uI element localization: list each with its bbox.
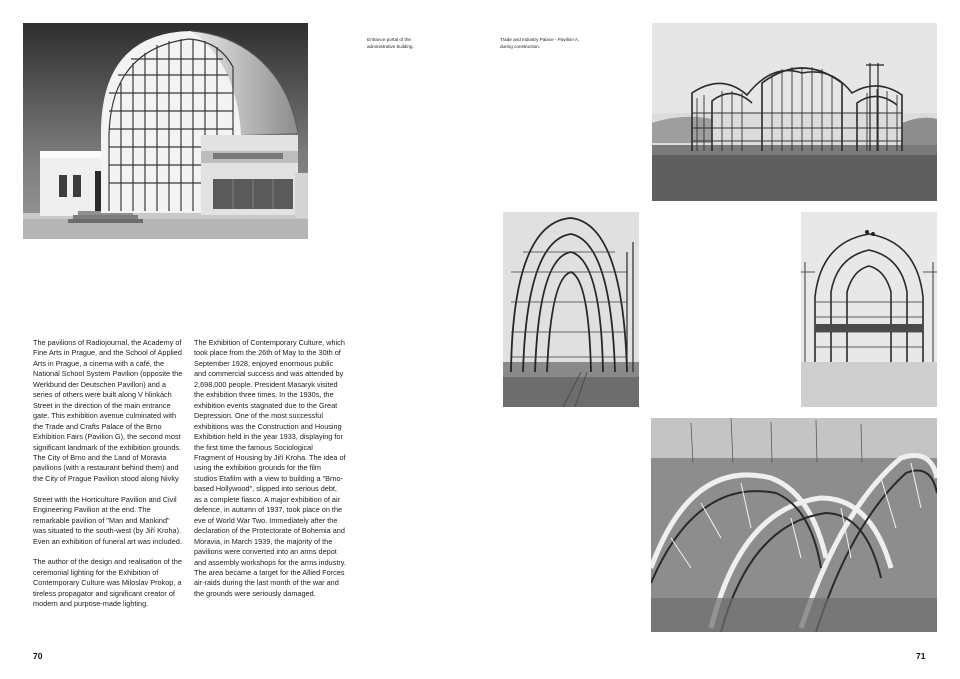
photo-arch-front (801, 212, 937, 407)
text-column-2 (194, 338, 346, 610)
paragraph: The pavilions of Radiojournal, the Academy of Fine Arts in Prague, and the School of Applied Arts in Prague, a cinema with a café, the National School System Pavilion (opposite the Werkbund der Deutschen Pavillon) and a series of others were built along V hlinkách Street in the direction of the main entrance gate. This exhibition avenue culminated with the Trade and Crafts Palace of the Brno Exhibition Fairs (Pavilion G), the second most significant landmark of the exhibition grounds. The City of Brno and the Land of Moravia pavilions (with a restaurant behind them) and the City of Prague Pavilion stood along Nivky (33, 338, 183, 483)
caption-trade-industry-palace: Trade and Industry Palace - Pavilion A, during construction. (500, 37, 580, 49)
caption-entrance-portal: Entrance portal of the administrative building. (367, 37, 414, 49)
paragraph: The author of the design and realisation of the ceremonial lighting for the Exhibition of Contemporary Culture was Miloslav Prokop, a tireless propagator and significant creator of modern and purpose-made lighting. (33, 557, 182, 609)
photo-ruins (651, 418, 937, 632)
paragraph: The Exhibition of Contemporary Culture, which took place from the 26th of May to the 30th of September 1928, enjoyed enormous public and commercial success and was attended by 2,698,000 people. President Masaryk visited the exhibition three times. In the 1930s, the exhibition events stagnated due to the Great Depression. One of the most successful exhibitions was the Construction and Housing Exhibition held in the year 1933, displaying for the first time the famous Sociological Fragment of Housing by Jiří Kroha. The idea of using the exhibition grounds for the film studios Etafilm with a view to building a "Brno-based Hollywood", slipped into serious debt, as a complete fiasco. A major exhibition of air defence, in autumn of 1937, took place on the eve of World War Two. Immediately after the declaration of the Protectorate of Bohemia and Moravia, in March 1939, the majority of the pavilions were converted into an arms depot and assembly workshops for the arms industry. The area became a target for the Allied Forces air-raids during the last month of the war and the grounds were seriously damaged. (194, 338, 346, 598)
photo-construction-wide (652, 23, 937, 201)
text-column-1 (33, 338, 183, 620)
page-number-left: 70 (33, 651, 43, 661)
photo-arch-scaffold (503, 212, 639, 407)
photo-pavilion-exterior (23, 23, 308, 239)
page-number-right: 71 (916, 651, 926, 661)
paragraph: Street with the Horticulture Pavilion and Civil Engineering Pavilion at the end. The remarkable pavilion of "Man and Mankind" was situated to the south-west (by Jiří Kroha). Even an exhibition of funeral art was included. (33, 494, 182, 546)
